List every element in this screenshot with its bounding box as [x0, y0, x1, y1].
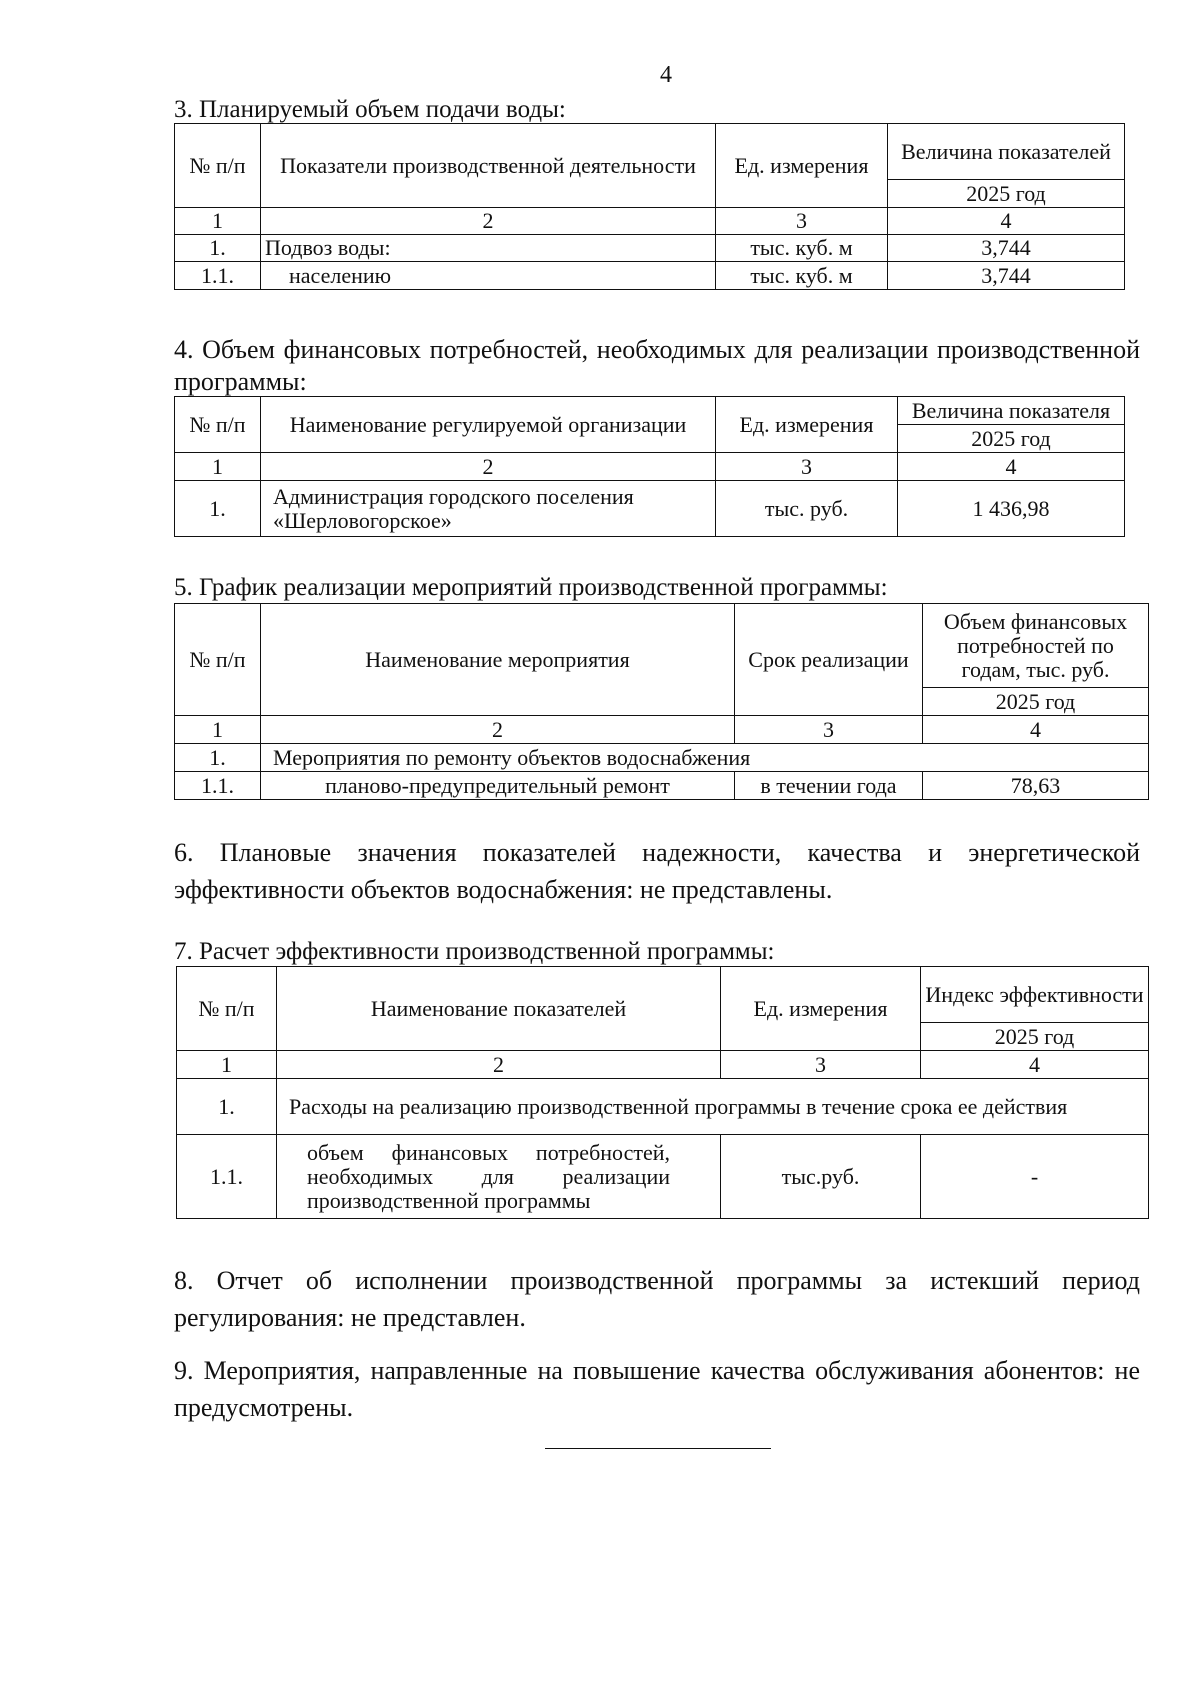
row-num: 1.: [175, 744, 261, 772]
row-name: населению: [261, 262, 716, 290]
financial-needs-table: [174, 396, 1125, 537]
row-name: Администрация городского поселения «Шерловогорское»: [261, 481, 716, 537]
header-num: № п/п: [175, 124, 261, 208]
row-unit: тыс. куб. м: [716, 262, 888, 290]
header-year: 2025 год: [898, 425, 1125, 453]
table-row: [175, 772, 1149, 800]
column-number: 4: [921, 1051, 1149, 1079]
schedule-table: [174, 603, 1149, 800]
row-num: 1.1.: [175, 772, 261, 800]
row-value: -: [921, 1135, 1149, 1219]
section-7-title: 7. Расчет эффективности производственной программы:: [174, 938, 775, 965]
header-value: Объем финансовых потребностей по годам, тыс. руб.: [923, 604, 1149, 688]
column-number: 2: [261, 453, 716, 481]
row-name: объем финансовых потребностей, необходимых для реализации производственной программы: [277, 1135, 721, 1219]
row-term: в течении года: [735, 772, 923, 800]
column-number: 3: [716, 453, 898, 481]
water-supply-table: [174, 123, 1125, 290]
column-number: 1: [177, 1051, 277, 1079]
section-3-title: 3. Планируемый объем подачи воды:: [174, 96, 566, 123]
row-unit: тыс. руб.: [716, 481, 898, 537]
table-row: [175, 481, 1125, 537]
column-number: 1: [175, 453, 261, 481]
header-year: 2025 год: [923, 688, 1149, 716]
row-num: 1.: [175, 235, 261, 262]
table-row: [175, 744, 1149, 772]
row-group-name: Расходы на реализацию производственной программы в течение срока ее действия: [277, 1079, 1149, 1135]
section-9-text: 9. Мероприятия, направленные на повышение качества обслуживания абонентов: не предусмотрены.: [174, 1356, 1140, 1422]
header-year: 2025 год: [921, 1023, 1149, 1051]
header-value: Величина показателя: [898, 397, 1125, 425]
row-num: 1.: [177, 1079, 277, 1135]
column-number: 4: [888, 208, 1125, 235]
header-unit: Ед. измерения: [716, 124, 888, 208]
column-number: 1: [175, 208, 261, 235]
table-row: [177, 1135, 1149, 1219]
column-number: 2: [261, 208, 716, 235]
column-number: 3: [735, 716, 923, 744]
section-8-text: 8. Отчет об исполнении производственной программы за истекший период регулирования: не представлен.: [174, 1266, 1140, 1332]
header-year: 2025 год: [888, 180, 1125, 208]
row-num: 1.1.: [175, 262, 261, 290]
section-6-text: 6. Плановые значения показателей надежности, качества и энергетической эффективности объектов водоснабжения: не представлены.: [174, 838, 1140, 904]
header-value: Индекс эффективности: [921, 967, 1149, 1023]
header-term: Срок реализации: [735, 604, 923, 716]
row-value: 3,744: [888, 235, 1125, 262]
table-row: [175, 262, 1125, 290]
row-value: 3,744: [888, 262, 1125, 290]
column-number: 3: [721, 1051, 921, 1079]
table-row: [177, 1079, 1149, 1135]
table-row: [175, 235, 1125, 262]
column-number: 2: [277, 1051, 721, 1079]
row-unit: тыс.руб.: [721, 1135, 921, 1219]
header-num: № п/п: [175, 604, 261, 716]
header-num: № п/п: [177, 967, 277, 1051]
row-value: 78,63: [923, 772, 1149, 800]
header-name: Наименование мероприятия: [261, 604, 735, 716]
column-number: 2: [261, 716, 735, 744]
header-num: № п/п: [175, 397, 261, 453]
column-number: 4: [923, 716, 1149, 744]
section-4-title: 4. Объем финансовых потребностей, необходимых для реализации производственной программы:: [174, 335, 1140, 396]
section-5-title: 5. График реализации мероприятий производственной программы:: [174, 574, 888, 601]
column-number: 1: [175, 716, 261, 744]
header-name: Наименование регулируемой организации: [261, 397, 716, 453]
efficiency-table: [176, 966, 1149, 1219]
column-number: 4: [898, 453, 1125, 481]
header-name: Показатели производственной деятельности: [261, 124, 716, 208]
end-divider: [545, 1448, 771, 1449]
header-unit: Ед. измерения: [721, 967, 921, 1051]
row-name: планово-предупредительный ремонт: [261, 772, 735, 800]
row-value: 1 436,98: [898, 481, 1125, 537]
row-num: 1.1.: [177, 1135, 277, 1219]
header-unit: Ед. измерения: [716, 397, 898, 453]
page-number: 4: [660, 62, 672, 88]
header-value: Величина показателей: [888, 124, 1125, 180]
row-num: 1.: [175, 481, 261, 537]
header-name: Наименование показателей: [277, 967, 721, 1051]
column-number: 3: [716, 208, 888, 235]
row-name: Подвоз воды:: [261, 235, 716, 262]
row-unit: тыс. куб. м: [716, 235, 888, 262]
row-group-name: Мероприятия по ремонту объектов водоснабжения: [261, 744, 1149, 772]
